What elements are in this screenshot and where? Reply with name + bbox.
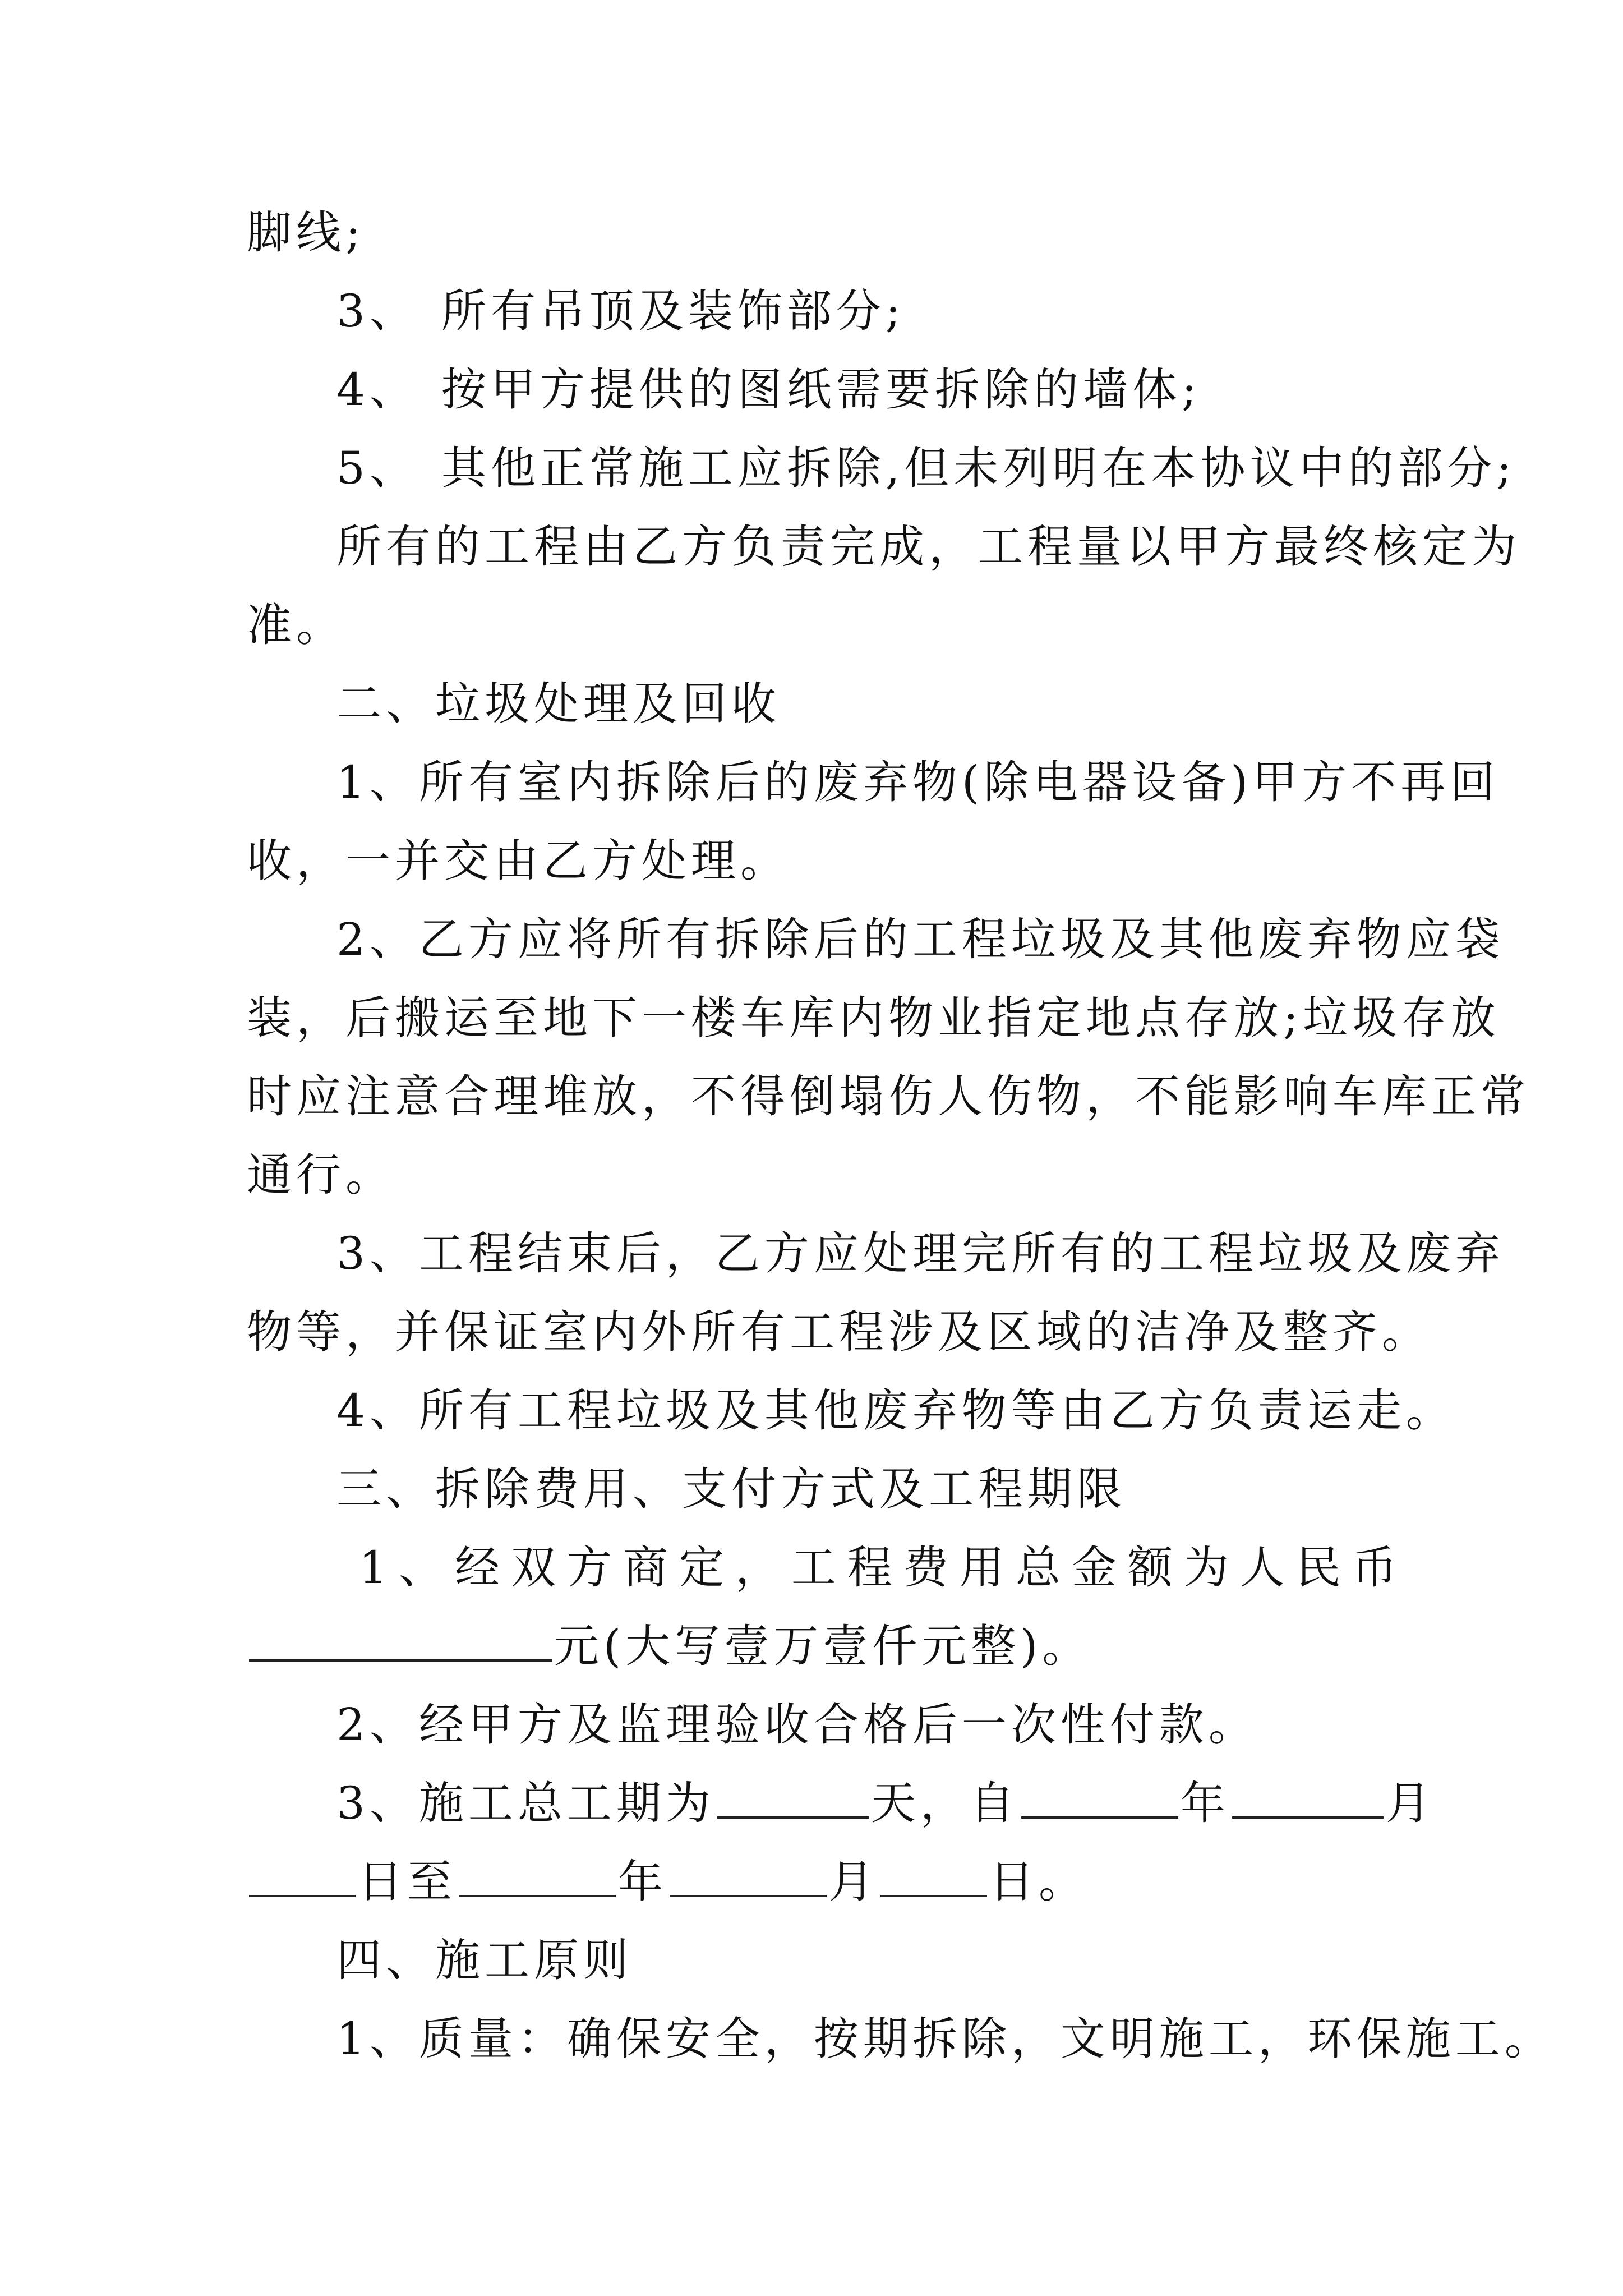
paragraph-line — [336, 754, 1499, 811]
section-heading — [336, 1932, 633, 1989]
start-year-blank — [1021, 1777, 1178, 1819]
section-heading — [336, 1461, 1126, 1517]
item-text: 按甲方提供的图纸需要拆除的墙体; — [441, 364, 1201, 416]
paragraph-line — [336, 519, 1521, 575]
item-number: 4、 — [336, 364, 419, 416]
heading-text: 二、垃圾处理及回收 — [336, 678, 781, 730]
line-text: 收，一并交由乙方处理。 — [247, 835, 790, 887]
line-text: 4、所有工程垃圾及其他废弃物等由乙方负责运走。 — [336, 1384, 1455, 1437]
paragraph-line — [247, 1854, 1088, 1910]
list-item — [336, 440, 1516, 496]
line-text: 3、工程结束后，乙方应处理完所有的工程垃圾及废弃 — [336, 1227, 1505, 1280]
paragraph-line — [247, 1618, 1091, 1674]
start-month-blank — [1232, 1777, 1384, 1819]
text-line — [247, 205, 365, 261]
line-text: 脚线; — [247, 206, 365, 259]
paragraph-line — [336, 1226, 1505, 1282]
list-item — [336, 283, 905, 339]
line-text: 月 — [1385, 1777, 1435, 1829]
paragraph-line — [336, 1697, 1258, 1753]
start-day-blank — [249, 1856, 356, 1897]
section-heading — [336, 676, 781, 732]
paragraph-line — [336, 1775, 1435, 1832]
line-text: 1、所有室内拆除后的废弃物(除电器设备)甲方不再回 — [336, 756, 1500, 808]
line-text: 元(大写壹万壹仟元整)。 — [554, 1620, 1092, 1672]
line-text: 1、经双方商定，工程费用总金额为人民币 — [359, 1542, 1408, 1594]
line-text: 3、施工总工期为 — [336, 1777, 715, 1829]
item-text: 所有吊顶及装饰部分; — [441, 285, 905, 337]
line-text: 天，自 — [870, 1777, 1019, 1829]
line-text: 时应注意合理堆放，不得倒塌伤人伤物，不能影响车库正常 — [247, 1070, 1530, 1122]
paragraph-line — [247, 833, 790, 889]
item-number: 3、 — [336, 285, 419, 337]
paragraph-line — [336, 912, 1505, 968]
line-text: 年 — [1180, 1777, 1230, 1829]
paragraph-line — [336, 1383, 1455, 1439]
end-day-blank — [880, 1856, 987, 1897]
paragraph-line — [247, 1069, 1530, 1125]
line-text: 准。 — [247, 599, 345, 651]
days-blank — [717, 1777, 869, 1819]
amount-blank — [249, 1620, 552, 1662]
line-text: 日。 — [989, 1856, 1088, 1908]
line-text: 月 — [829, 1856, 878, 1908]
line-text: 日至 — [358, 1856, 457, 1908]
end-month-blank — [670, 1856, 827, 1897]
item-text: 其他正常施工应拆除,但未列明在本协议中的部分; — [441, 442, 1516, 494]
paragraph-line — [359, 1540, 1408, 1596]
end-year-blank — [459, 1856, 616, 1897]
paragraph-line — [247, 1304, 1431, 1360]
item-number: 5、 — [336, 442, 419, 494]
heading-text: 三、拆除费用、支付方式及工程期限 — [336, 1463, 1126, 1515]
line-text: 装，后搬运至地下一楼车库内物业指定地点存放;垃圾存放 — [247, 992, 1500, 1044]
paragraph-line — [247, 597, 345, 654]
line-text: 1、质量：确保安全，按期拆除，文明施工，环保施工。 — [336, 2013, 1554, 2065]
heading-text: 四、施工原则 — [336, 1934, 633, 1986]
line-text: 物等，并保证室内外所有工程涉及区域的洁净及整齐。 — [247, 1306, 1431, 1358]
line-text: 2、经甲方及监理验收合格后一次性付款。 — [336, 1699, 1258, 1751]
paragraph-line — [247, 1147, 395, 1203]
paragraph-line — [336, 2011, 1554, 2067]
line-text: 通行。 — [247, 1149, 395, 1201]
list-item — [336, 362, 1201, 418]
paragraph-line — [247, 990, 1500, 1046]
line-text: 所有的工程由乙方负责完成，工程量以甲方最终核定为 — [336, 521, 1521, 573]
line-text: 年 — [618, 1856, 667, 1908]
line-text: 2、乙方应将所有拆除后的工程垃圾及其他废弃物应袋 — [336, 913, 1505, 965]
